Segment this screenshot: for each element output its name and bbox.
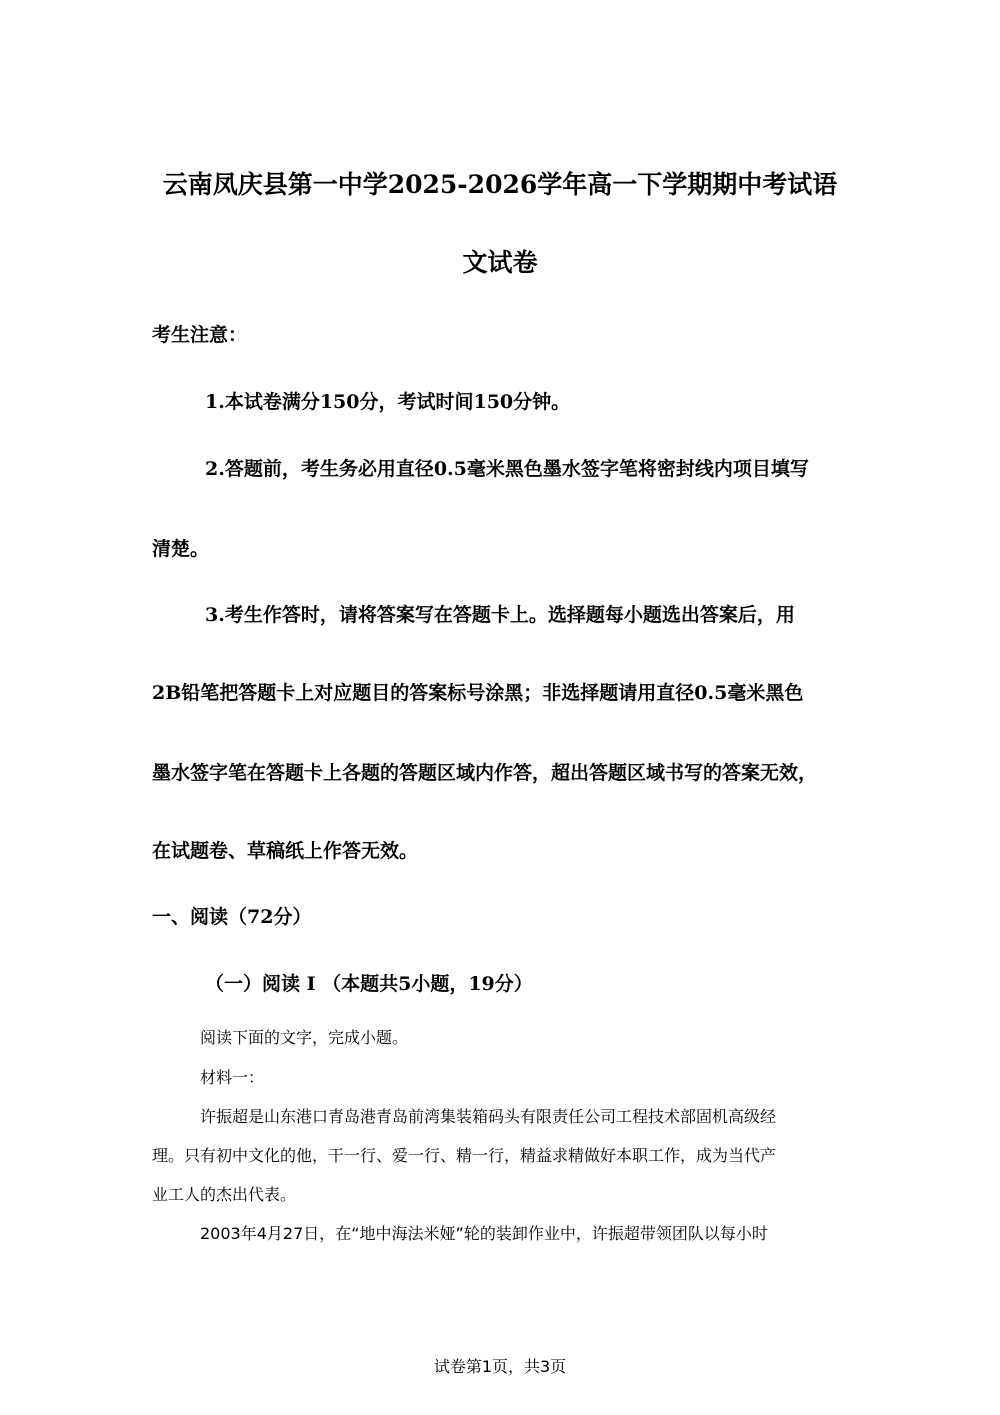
notice-item-3-line-1: 3.考生作答时，请将答案写在答题卡上。选择题每小题选出答案后，用 — [205, 604, 795, 626]
passage-instruction: 阅读下面的文字，完成小题。 — [200, 1028, 409, 1047]
document-title-line-1: 云南凤庆县第一中学2025-2026学年高一下学期期中考试语 — [162, 170, 838, 199]
notice-item-1: 1.本试卷满分150分，考试时间150分钟。 — [205, 391, 571, 413]
section-heading: 一、阅读（72分） — [152, 906, 312, 928]
passage-para1-line-3: 业工人的杰出代表。 — [152, 1185, 297, 1204]
notice-item-3-line-2: 2B铅笔把答题卡上对应题目的答案标号涂黑；非选择题请用直径0.5毫米黑色 — [152, 682, 804, 704]
page-footer: 试卷第1页，共3页 — [433, 1357, 567, 1376]
section-subheading: （一）阅读 I （本题共5小题，19分） — [205, 973, 533, 995]
notice-item-2-line-2: 清楚。 — [152, 538, 210, 560]
document-title-line-2: 文试卷 — [462, 248, 538, 277]
notice-item-2-line-1: 2.答题前，考生务必用直径0.5毫米黑色墨水签字笔将密封线内项目填写 — [205, 458, 809, 480]
material-label: 材料一： — [200, 1068, 265, 1087]
notice-item-3-line-3: 墨水签字笔在答题卡上各题的答题区域内作答，超出答题区域书写的答案无效， — [152, 762, 818, 784]
notice-item-3-line-4: 在试题卷、草稿纸上作答无效。 — [152, 840, 419, 862]
passage-para2-line-1: 2003年4月27日，在“地中海法米娅”轮的装卸作业中，许振超带领团队以每小时 — [200, 1224, 768, 1243]
passage-para1-line-2: 理。只有初中文化的他，干一行、爱一行、精一行，精益求精做好本职工作，成为当代产 — [152, 1146, 777, 1165]
notice-heading: 考生注意： — [152, 324, 248, 346]
passage-para1-line-1: 许振超是山东港口青岛港青岛前湾集装箱码头有限责任公司工程技术部固机高级经 — [200, 1107, 777, 1126]
